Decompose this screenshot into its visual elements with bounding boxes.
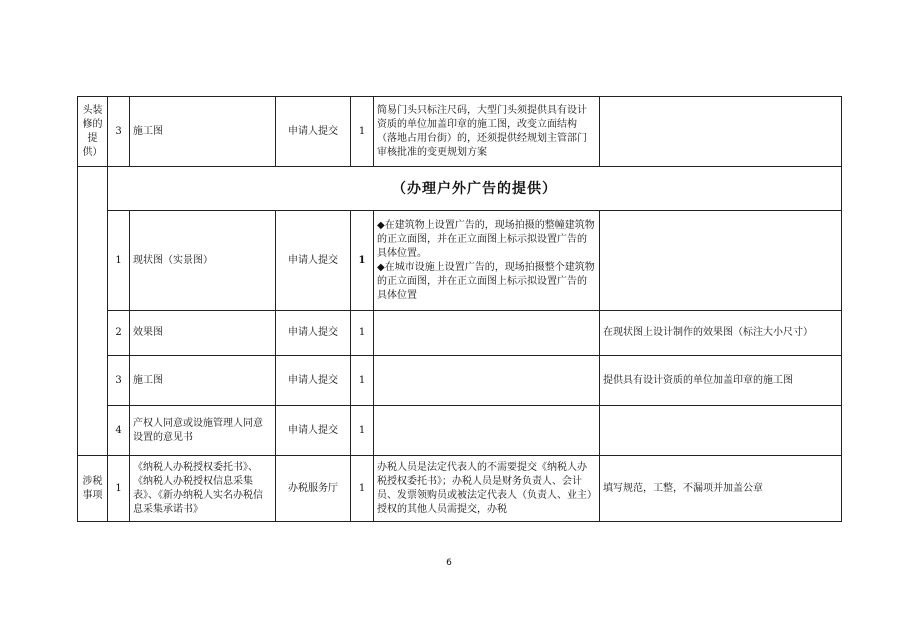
- copy-count: 1: [351, 406, 374, 456]
- copy-count: 1: [351, 311, 374, 356]
- note-text: 在现状图上设计制作的效果图（标注大小尺寸）: [600, 311, 842, 356]
- requirement-text: 办税人员是法定代表人的不需要提交《纳税人办税授权委托书》；办税人员是财务负责人、会计员、发票领购员或被法定代表人（负责人、业主）授权的其他人员需提交，办税: [374, 456, 600, 522]
- copy-count: 1: [351, 356, 374, 406]
- table-row: [78, 311, 842, 356]
- requirements-table: [77, 96, 842, 522]
- material-name: 《纳税人办税授权委托书》、《纳税人办税授权信息采集表》、《新办纳税人实名办税信息采集承诺书》: [130, 456, 276, 522]
- note-text: 提供具有设计资质的单位加盖印章的施工图: [600, 356, 842, 406]
- requirement-text: [374, 311, 600, 356]
- requirement-text: 简易门头只标注尺码，大型门头须提供具有设计资质的单位加盖印章的施工图，改变立面结构（落地占用台街）的，还须提供经规划主管部门审核批准的变更规划方案: [374, 97, 600, 167]
- copy-count: 1: [351, 456, 374, 522]
- section-header: （办理户外广告的提供）: [108, 167, 842, 211]
- submitter: 申请人提交: [276, 356, 351, 406]
- submitter: 申请人提交: [276, 406, 351, 456]
- material-name: 产权人同意或设施管理人同意设置的意见书: [130, 406, 276, 456]
- note-text: 填写规范，工整，不漏项并加盖公章: [600, 456, 842, 522]
- item-number: 3: [108, 97, 130, 167]
- material-name: 现状图（实景图）: [130, 211, 276, 311]
- table-row: [78, 167, 842, 211]
- category-cell: [78, 167, 108, 456]
- table-row: [78, 406, 842, 456]
- requirement-text: [374, 406, 600, 456]
- table-row: [78, 356, 842, 406]
- submitter: 申请人提交: [276, 211, 351, 311]
- category-cell: 头装修的提供）: [78, 97, 108, 167]
- copy-count: 1: [351, 97, 374, 167]
- requirement-bullet: ◆在城市设施上设置广告的，现场拍摄整个建筑物的正立面图，并在正立面图上标示拟设置广告的具体位置: [377, 261, 595, 301]
- submitter: 申请人提交: [276, 97, 351, 167]
- item-number: 3: [108, 356, 130, 406]
- requirement-text: [374, 211, 600, 311]
- table-row: [78, 456, 842, 522]
- material-name: 施工图: [130, 97, 276, 167]
- item-number: 1: [108, 456, 130, 522]
- material-name: 效果图: [130, 311, 276, 356]
- note-text: [600, 97, 842, 167]
- note-text: [600, 211, 842, 311]
- submitter: 办税服务厅: [276, 456, 351, 522]
- material-name: 施工图: [130, 356, 276, 406]
- requirement-bullet: ◆在建筑物上设置广告的，现场拍摄的整幢建筑物的正立面图，并在正立面图上标示拟设置广告的具体位置。: [377, 219, 595, 259]
- table-row: [78, 211, 842, 311]
- item-number: 4: [108, 406, 130, 456]
- requirement-text: [374, 356, 600, 406]
- item-number: 1: [108, 211, 130, 311]
- copy-count: 1: [351, 211, 374, 311]
- table-row: [78, 97, 842, 167]
- category-cell: 涉税事项: [78, 456, 108, 522]
- submitter: 申请人提交: [276, 311, 351, 356]
- page-number: 6: [446, 558, 452, 568]
- item-number: 2: [108, 311, 130, 356]
- note-text: [600, 406, 842, 456]
